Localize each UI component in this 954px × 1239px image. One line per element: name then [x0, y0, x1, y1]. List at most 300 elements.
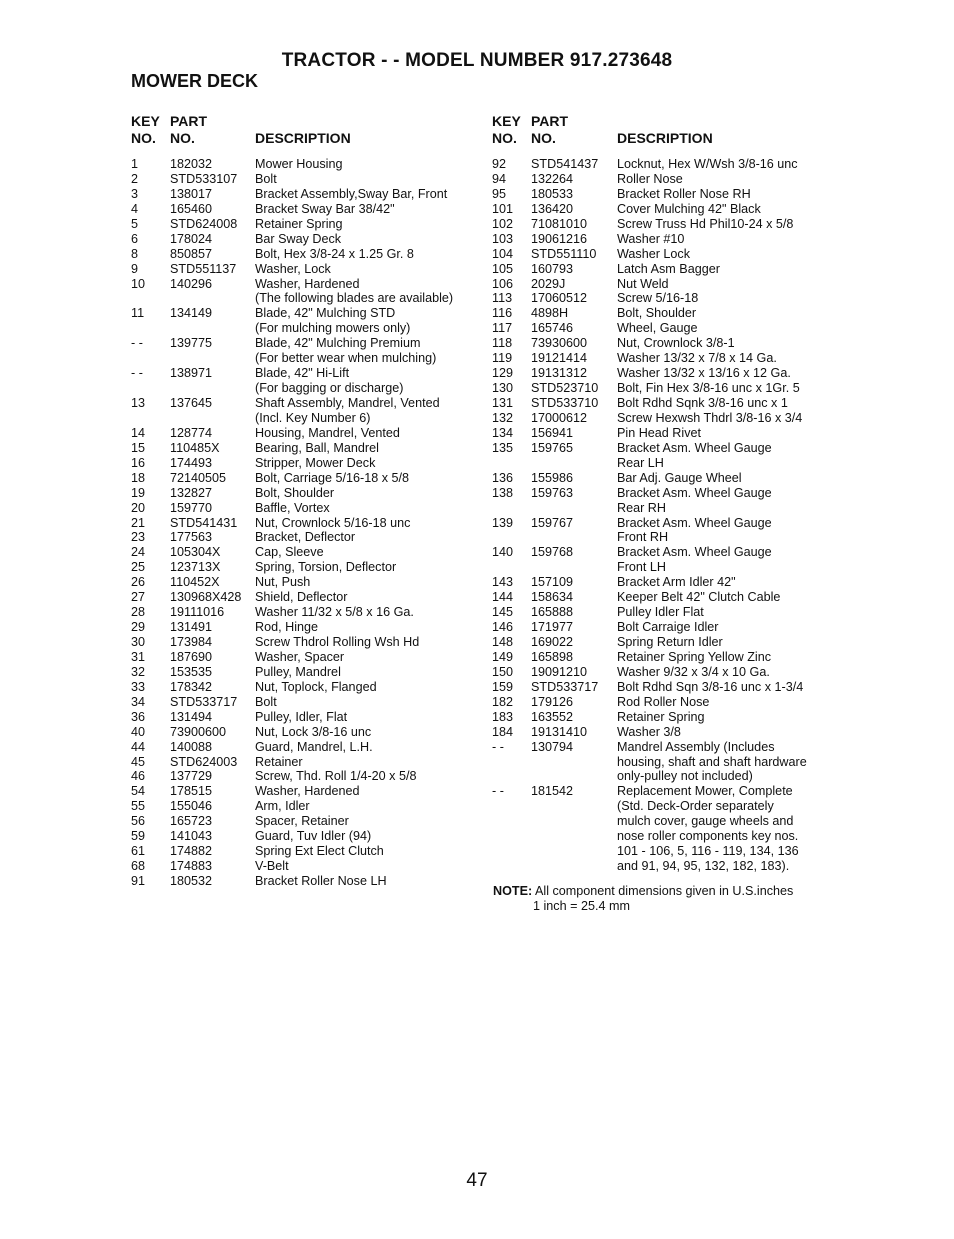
- key-number: 118: [492, 336, 513, 351]
- table-row: [492, 710, 842, 725]
- table-row: [131, 695, 481, 710]
- part-description: Cover Mulching 42" Black: [617, 201, 761, 216]
- part-number: 173984: [170, 635, 213, 649]
- key-number: 149: [492, 649, 514, 664]
- key-number: 130: [492, 381, 514, 396]
- key-number: 2: [131, 171, 139, 186]
- part-number: 19131410: [531, 724, 588, 739]
- table-row: [131, 501, 481, 516]
- part-description: (Incl. Key Number 6): [255, 410, 371, 425]
- key-number: 3: [131, 186, 139, 201]
- part-description: Pulley Idler Flat: [617, 605, 704, 620]
- table-row: [492, 590, 842, 605]
- part-description: V-Belt: [255, 859, 289, 874]
- part-description: Bolt Carraige Idler: [617, 620, 719, 635]
- part-number: 140088: [170, 739, 213, 754]
- part-number: 141043: [170, 829, 213, 844]
- key-number: 91: [131, 874, 146, 888]
- key-number: 10: [131, 276, 146, 291]
- part-description: Bracket Asm. Wheel Gauge: [617, 440, 772, 455]
- part-description: (The following blades are available): [255, 291, 454, 306]
- part-description: Nut Weld: [617, 276, 669, 291]
- part-description: Bolt Rdhd Sqn 3/8-16 unc x 1-3/4: [617, 679, 804, 694]
- part-description: Blade, 42" Mulching Premium: [255, 336, 421, 351]
- part-number: STD624008: [170, 216, 238, 231]
- key-number: 5: [131, 216, 139, 231]
- part-description: mulch cover, gauge wheels and: [617, 814, 794, 829]
- table-row: [492, 411, 842, 426]
- part-description: Bracket Asm. Wheel Gauge: [617, 485, 772, 500]
- key-number: 44: [131, 739, 146, 754]
- part-description: Bolt, Shoulder: [617, 306, 697, 321]
- part-description: Nut, Push: [255, 575, 311, 590]
- part-number: 72140505: [170, 470, 227, 485]
- key-number: 1: [131, 157, 139, 171]
- table-row: [131, 530, 481, 545]
- key-number: 18: [131, 470, 146, 485]
- table-row: [492, 396, 842, 411]
- table-header-left: [131, 113, 481, 153]
- part-description: Pulley, Mandrel: [255, 664, 341, 679]
- key-number: 113: [492, 291, 513, 306]
- key-number: 15: [131, 440, 146, 455]
- table-row: [131, 665, 481, 680]
- part-description: Baffle, Vortex: [255, 500, 330, 515]
- part-description: Washer 13/32 x 13/16 x 12 Ga.: [617, 366, 791, 381]
- table-row: [131, 680, 481, 695]
- key-number: - -: [492, 739, 504, 754]
- key-number: 136: [492, 470, 514, 485]
- part-description: Wheel, Gauge: [617, 321, 698, 336]
- table-row: [131, 635, 481, 650]
- table-row: [492, 456, 842, 471]
- part-number: 165898: [531, 649, 574, 664]
- table-row: [131, 336, 481, 351]
- table-body-right: [492, 157, 842, 874]
- part-number: 155986: [531, 470, 574, 485]
- part-number: 187690: [170, 649, 213, 664]
- table-row: [131, 321, 481, 336]
- part-description: Shaft Assembly, Mandrel, Vented: [255, 396, 440, 410]
- part-number: 180533: [531, 186, 574, 201]
- table-row: [131, 725, 481, 740]
- table-row: [492, 441, 842, 456]
- part-number: 110485X: [170, 440, 220, 455]
- part-number: 178342: [170, 679, 213, 694]
- description-header: DESCRIPTION: [255, 130, 351, 146]
- table-row: [492, 769, 842, 784]
- part-number: 134149: [170, 306, 213, 321]
- part-description: Bolt: [255, 694, 277, 709]
- key-number: 148: [492, 635, 514, 649]
- part-number: STD533710: [531, 396, 599, 410]
- table-row: [492, 187, 842, 202]
- part-number: STD523710: [531, 381, 599, 396]
- part-number: 157109: [531, 575, 574, 590]
- table-row: [492, 814, 842, 829]
- part-number: 105304X: [170, 545, 221, 560]
- part-number: 174882: [170, 844, 213, 859]
- key-header: KEY: [492, 113, 521, 129]
- part-number: 73900600: [170, 724, 227, 739]
- part-number: 155046: [170, 799, 213, 814]
- key-number: 14: [131, 425, 146, 440]
- part-number: 159765: [531, 440, 574, 455]
- part-description: Front LH: [617, 560, 666, 575]
- part-description: Bracket Asm. Wheel Gauge: [617, 545, 772, 560]
- part-number: STD624003: [170, 754, 238, 769]
- key-number: 13: [131, 396, 146, 410]
- table-row: [131, 187, 481, 202]
- key-number: 19: [131, 485, 146, 500]
- part-number: 139775: [170, 336, 213, 351]
- table-row: [131, 605, 481, 620]
- table-row: [492, 725, 842, 740]
- table-row: [492, 471, 842, 486]
- part-number: STD533717: [531, 679, 599, 694]
- table-row: [492, 336, 842, 351]
- part-description: Bracket Roller Nose RH: [617, 186, 751, 201]
- part-number: 131494: [170, 709, 213, 724]
- part-number: 171977: [531, 620, 574, 635]
- part-description: Blade, 42" Hi-Lift: [255, 366, 350, 381]
- part-description: Rear LH: [617, 455, 664, 470]
- table-row: [131, 277, 481, 292]
- part-description: Bolt Rdhd Sqnk 3/8-16 unc x 1: [617, 396, 788, 410]
- part-description: Locknut, Hex W/Wsh 3/8-16 unc: [617, 157, 798, 171]
- table-row: [492, 501, 842, 516]
- key-number: 104: [492, 246, 514, 261]
- table-row: [492, 366, 842, 381]
- key-number: 54: [131, 784, 146, 799]
- part-description: Bearing, Ball, Mandrel: [255, 440, 379, 455]
- table-row: [131, 411, 481, 426]
- key-number: 101: [492, 201, 514, 216]
- key-number: 143: [492, 575, 514, 590]
- section-title: MOWER DECK: [131, 71, 258, 91]
- table-row: [131, 814, 481, 829]
- part-description: Bracket Assembly,Sway Bar, Front: [255, 186, 448, 201]
- part-description: Washer 11/32 x 5/8 x 16 Ga.: [255, 605, 414, 620]
- part-description: Washer, Hardened: [255, 784, 360, 799]
- part-description: Arm, Idler: [255, 799, 310, 814]
- part-description: Washer 3/8: [617, 724, 681, 739]
- part-description: Mandrel Assembly (Includes: [617, 739, 775, 754]
- key-number: 11: [131, 306, 145, 321]
- table-row: [131, 874, 481, 889]
- table-row: [131, 829, 481, 844]
- key-number: - -: [131, 366, 143, 381]
- part-description: Bracket Asm. Wheel Gauge: [617, 515, 772, 530]
- part-number: 140296: [170, 276, 213, 291]
- part-description: Blade, 42" Mulching STD: [255, 306, 396, 321]
- part-description: Bracket Sway Bar 38/42": [255, 201, 395, 216]
- part-description: Screw Truss Hd Phil10-24 x 5/8: [617, 216, 794, 231]
- key-number: 119: [492, 351, 513, 366]
- key-number: 36: [131, 709, 146, 724]
- part-description: Spacer, Retainer: [255, 814, 349, 829]
- part-description: Bracket, Deflector: [255, 530, 356, 545]
- key-number: 140: [492, 545, 514, 560]
- part-description: nose roller components key nos.: [617, 829, 799, 844]
- part-description: Latch Asm Bagger: [617, 261, 720, 276]
- parts-table-right: [492, 113, 842, 874]
- key-number: 25: [131, 560, 146, 575]
- part-number: 158634: [531, 590, 574, 605]
- table-row: [492, 157, 842, 172]
- table-row: [131, 710, 481, 725]
- description-header: DESCRIPTION: [617, 130, 713, 146]
- key-number: 32: [131, 664, 146, 679]
- key-number: - -: [492, 784, 504, 799]
- part-number: 17060512: [531, 291, 588, 306]
- page-title: TRACTOR - - MODEL NUMBER 917.273648: [281, 50, 673, 71]
- note-conversion: 1 inch = 25.4 mm: [533, 899, 630, 913]
- part-number: 130968X428: [170, 590, 242, 605]
- table-row: [131, 471, 481, 486]
- part-description: Washer #10: [617, 231, 685, 246]
- key-number: 9: [131, 261, 139, 276]
- part-description: Retainer Spring Yellow Zinc: [617, 649, 772, 664]
- part-description: Cap, Sleeve: [255, 545, 324, 560]
- part-number: 137645: [170, 396, 213, 410]
- part-number: 165746: [531, 321, 574, 336]
- part-number: 136420: [531, 201, 574, 216]
- part-number: 19061216: [531, 231, 588, 246]
- part-description: housing, shaft and shaft hardware: [617, 754, 807, 769]
- table-row: [131, 306, 481, 321]
- part-description: Bolt, Carriage 5/16-18 x 5/8: [255, 470, 410, 485]
- page-number: 47: [466, 1170, 488, 1191]
- key-number: 8: [131, 246, 139, 261]
- table-row: [131, 844, 481, 859]
- part-description: Rod Roller Nose: [617, 694, 710, 709]
- part-description: Screw 5/16-18: [617, 291, 699, 306]
- part-number: 169022: [531, 635, 574, 649]
- key-number: 106: [492, 276, 514, 291]
- part-description: Bolt: [255, 171, 277, 186]
- table-row: [131, 545, 481, 560]
- part-description: Guard, Tuv Idler (94): [255, 829, 372, 844]
- table-row: [492, 695, 842, 710]
- part-number: 4898H: [531, 306, 569, 321]
- part-number: 159770: [170, 500, 213, 515]
- part-number: 130794: [531, 739, 574, 754]
- table-row: [492, 247, 842, 262]
- table-row: [492, 560, 842, 575]
- key-number: 40: [131, 724, 146, 739]
- key-number: 150: [492, 664, 514, 679]
- part-description: Keeper Belt 42" Clutch Cable: [617, 590, 781, 605]
- part-no-header: NO.: [170, 130, 195, 146]
- part-description: Washer, Hardened: [255, 276, 360, 291]
- part-description: Bolt, Fin Hex 3/8-16 unc x 1Gr. 5: [617, 381, 800, 396]
- key-number: 21: [131, 515, 146, 530]
- table-row: [492, 172, 842, 187]
- key-number: 182: [492, 694, 514, 709]
- table-row: [131, 157, 481, 172]
- key-number: 4: [131, 201, 139, 216]
- key-number: 61: [131, 844, 146, 859]
- part-description: Nut, Lock 3/8-16 unc: [255, 724, 372, 739]
- key-number: 183: [492, 709, 514, 724]
- part-no-header: NO.: [531, 130, 556, 146]
- part-number: STD533107: [170, 171, 238, 186]
- table-row: [492, 575, 842, 590]
- part-description: (For bagging or discharge): [255, 381, 404, 396]
- table-row: [131, 202, 481, 217]
- key-number: 56: [131, 814, 146, 829]
- table-row: [131, 291, 481, 306]
- table-row: [131, 172, 481, 187]
- table-row: [131, 247, 481, 262]
- part-description: Stripper, Mower Deck: [255, 455, 376, 470]
- part-description: Bar Adj. Gauge Wheel: [617, 470, 742, 485]
- part-description: Replacement Mower, Complete: [617, 784, 793, 799]
- part-number: 178515: [170, 784, 213, 799]
- key-number: 33: [131, 679, 146, 694]
- key-number: 134: [492, 425, 514, 440]
- key-number: 116: [492, 306, 513, 321]
- table-row: [492, 620, 842, 635]
- part-number: 181542: [531, 784, 574, 799]
- part-number: 160793: [531, 261, 574, 276]
- key-number: 20: [131, 500, 146, 515]
- table-row: [492, 202, 842, 217]
- table-row: [492, 530, 842, 545]
- table-row: [492, 650, 842, 665]
- key-number: 132: [492, 410, 514, 425]
- key-no-header: NO.: [131, 130, 156, 146]
- part-number: 156941: [531, 425, 574, 440]
- part-description: Roller Nose: [617, 171, 683, 186]
- key-number: 31: [131, 649, 146, 664]
- table-row: [131, 590, 481, 605]
- part-number: 123713X: [170, 560, 221, 575]
- key-number: 103: [492, 231, 514, 246]
- table-row: [492, 306, 842, 321]
- table-row: [492, 321, 842, 336]
- parts-table-left: [131, 113, 481, 888]
- part-description: Mower Housing: [255, 157, 343, 171]
- key-number: 68: [131, 859, 146, 874]
- part-description: Retainer Spring: [617, 709, 705, 724]
- table-row: [492, 232, 842, 247]
- key-number: 59: [131, 829, 146, 844]
- part-description: Spring Ext Elect Clutch: [255, 844, 384, 859]
- table-row: [131, 217, 481, 232]
- part-number: 132827: [170, 485, 213, 500]
- table-row: [131, 799, 481, 814]
- part-number: STD533717: [170, 694, 238, 709]
- key-number: 102: [492, 216, 514, 231]
- key-number: 159: [492, 679, 514, 694]
- key-number: 23: [131, 530, 146, 545]
- part-description: (For mulching mowers only): [255, 321, 411, 336]
- part-number: 174493: [170, 455, 213, 470]
- part-number: 174883: [170, 859, 213, 874]
- table-row: [131, 351, 481, 366]
- key-number: 26: [131, 575, 146, 590]
- part-description: and 91, 94, 95, 132, 182, 183).: [617, 859, 790, 874]
- key-number: 92: [492, 157, 507, 171]
- table-row: [131, 560, 481, 575]
- table-row: [131, 232, 481, 247]
- part-number: 163552: [531, 709, 574, 724]
- table-row: [131, 381, 481, 396]
- key-number: 129: [492, 366, 514, 381]
- part-number: 128774: [170, 425, 213, 440]
- part-description: Retainer: [255, 754, 303, 769]
- table-row: [131, 784, 481, 799]
- key-no-header: NO.: [492, 130, 517, 146]
- table-row: [492, 844, 842, 859]
- table-row: [492, 799, 842, 814]
- part-number: 138017: [170, 186, 213, 201]
- table-row: [492, 486, 842, 501]
- table-row: [492, 784, 842, 799]
- table-row: [492, 829, 842, 844]
- key-number: 28: [131, 605, 146, 620]
- key-number: 139: [492, 515, 514, 530]
- part-description: Washer Lock: [617, 246, 691, 261]
- key-number: 24: [131, 545, 146, 560]
- table-row: [131, 650, 481, 665]
- key-number: 131: [492, 396, 514, 410]
- part-number: 850857: [170, 246, 213, 261]
- table-row: [131, 769, 481, 784]
- key-number: 146: [492, 620, 514, 635]
- table-row: [492, 381, 842, 396]
- part-number: 17000612: [531, 410, 588, 425]
- key-number: 135: [492, 440, 514, 455]
- table-row: [492, 217, 842, 232]
- table-row: [492, 545, 842, 560]
- part-description: Pulley, Idler, Flat: [255, 709, 348, 724]
- table-row: [492, 291, 842, 306]
- part-description: Bracket Roller Nose LH: [255, 874, 387, 888]
- table-row: [131, 262, 481, 277]
- table-row: [492, 665, 842, 680]
- table-row: [492, 277, 842, 292]
- table-row: [131, 575, 481, 590]
- table-row: [492, 426, 842, 441]
- note-label: NOTE:: [493, 884, 533, 898]
- table-header-right: [492, 113, 842, 153]
- part-description: Rear RH: [617, 500, 666, 515]
- part-number: 137729: [170, 769, 213, 784]
- key-number: 184: [492, 724, 514, 739]
- part-description: Screw Thdrol Rolling Wsh Hd: [255, 635, 420, 649]
- key-number: 55: [131, 799, 146, 814]
- part-description: Washer 13/32 x 7/8 x 14 Ga.: [617, 351, 777, 366]
- key-number: 30: [131, 635, 146, 649]
- key-number: 45: [131, 754, 146, 769]
- key-number: 46: [131, 769, 146, 784]
- table-row: [492, 516, 842, 531]
- part-description: Guard, Mandrel, L.H.: [255, 739, 373, 754]
- table-row: [492, 859, 842, 874]
- part-number: STD551137: [170, 261, 237, 276]
- part-number: 165723: [170, 814, 213, 829]
- part-description: Front RH: [617, 530, 669, 545]
- part-number: 179126: [531, 694, 574, 709]
- table-row: [131, 426, 481, 441]
- table-row: [131, 441, 481, 456]
- part-description: Screw, Thd. Roll 1/4-20 x 5/8: [255, 769, 417, 784]
- part-description: Nut, Crownlock 3/8-1: [617, 336, 735, 351]
- table-row: [492, 262, 842, 277]
